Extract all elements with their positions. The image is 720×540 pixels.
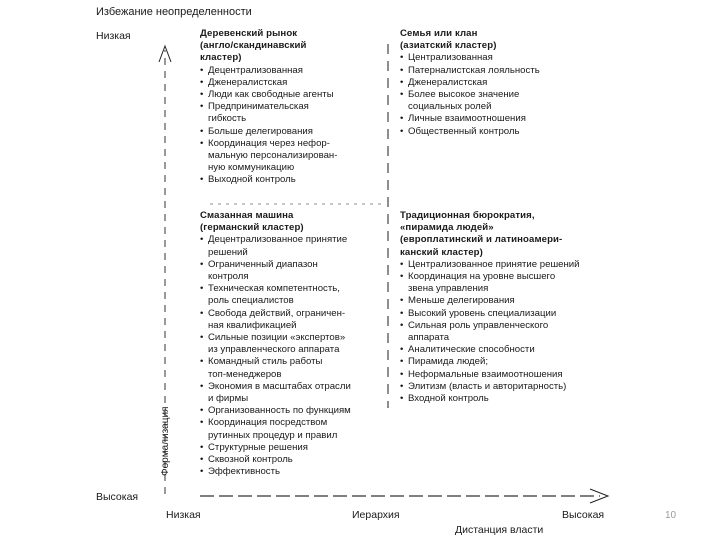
list-item-continuation: решений xyxy=(208,246,248,258)
list-item: • Централизованное принятие решений xyxy=(400,259,640,271)
quadrant-title-line: (азиатский кластер) xyxy=(400,40,497,52)
list-item-continuation: из управленческого аппарата xyxy=(208,344,340,356)
list-item: • Пирамида людей; xyxy=(400,356,640,368)
quadrant-title xyxy=(200,210,388,234)
list-item-continuation: звена управления xyxy=(408,283,489,295)
list-item: • Неформальные взаимоотношения xyxy=(400,369,640,381)
x-axis-name: Дистанция власти xyxy=(455,524,544,536)
list-item-continuation: топ-менеджеров xyxy=(208,368,282,380)
list-item: • Выходной контроль xyxy=(200,174,384,186)
list-item: • Предпринимательская xyxy=(200,101,384,113)
list-item-continuation: ную коммуникацию xyxy=(208,162,295,174)
list-item: • Координация через нефор- xyxy=(200,138,384,150)
list-item-continuation: ная квалификацией xyxy=(208,319,297,331)
list-item-continuation: социальных ролей xyxy=(408,101,492,113)
list-item: • Люди как свободные агенты xyxy=(200,89,384,101)
list-item: • Сильные позиции «экспертов» xyxy=(200,332,388,344)
list-item-continuation: аппарата xyxy=(408,332,450,344)
list-item: • Экономия в масштабах отрасли xyxy=(200,381,388,393)
quadrant-title-line: Семья или клан xyxy=(400,28,478,39)
quadrant-top-right xyxy=(400,28,640,138)
list-item: • Свобода действий, ограничен- xyxy=(200,308,388,320)
list-item: • Децентрализованное принятие xyxy=(200,234,388,246)
list-item: • Сквозной контроль xyxy=(200,454,388,466)
quadrant-title-line: «пирамида людей» xyxy=(400,222,494,234)
list-item-continuation: гибкость xyxy=(208,113,247,125)
quadrant-title-line: (германский кластер) xyxy=(200,222,304,234)
x-axis-left-label: Низкая xyxy=(166,509,201,521)
quadrant-list xyxy=(400,52,640,137)
quadrant-list xyxy=(200,234,388,478)
quadrant-title-line: Традиционная бюрократия, xyxy=(400,210,535,221)
quadrant-bottom-right xyxy=(400,210,640,405)
quadrant-title xyxy=(400,210,640,259)
list-item: • Организованность по функциям xyxy=(200,405,388,417)
list-item: • Структурные решения xyxy=(200,442,388,454)
quadrant-title xyxy=(200,28,384,65)
list-item: • Дженералистская xyxy=(400,77,640,89)
diagram-title: Избежание неопределенности xyxy=(96,6,252,18)
list-item-continuation: и фирмы xyxy=(208,393,249,405)
quadrant-title xyxy=(400,28,640,52)
list-item: • Больше делегирования xyxy=(200,126,384,138)
list-item: • Ограниченный диапазон xyxy=(200,259,388,271)
quadrant-list xyxy=(400,259,640,405)
list-item: • Личные взаимоотношения xyxy=(400,113,640,125)
y-axis-top-label: Низкая xyxy=(96,30,131,42)
list-item: • Аналитические способности xyxy=(400,344,640,356)
list-item: • Децентрализованная xyxy=(200,65,384,77)
x-axis-right-label: Высокая xyxy=(562,509,605,521)
list-item-continuation: роль специалистов xyxy=(208,295,294,307)
list-item: • Элитизм (власть и авторитарность) xyxy=(400,381,640,393)
x-axis-mid-label: Иерархия xyxy=(352,509,400,521)
list-item: • Централизованная xyxy=(400,52,640,64)
quadrant-title-line: Деревенский рынок xyxy=(200,28,298,39)
list-item: • Командный стиль работы xyxy=(200,356,388,368)
quadrant-top-left xyxy=(200,28,384,187)
page-number: 10 xyxy=(665,510,677,521)
list-item: • Дженералистская xyxy=(200,77,384,89)
quadrant-title-line: Смазанная машина xyxy=(200,210,294,221)
list-item: • Патерналистская лояльность xyxy=(400,65,640,77)
list-item: • Высокий уровень специализации xyxy=(400,308,640,320)
list-item: • Координация на уровне высшего xyxy=(400,271,640,283)
list-item: • Координация посредством xyxy=(200,417,388,429)
list-item: • Сильная роль управленческого xyxy=(400,320,640,332)
list-item: • Общественный контроль xyxy=(400,126,640,138)
quadrant-title-line: канский кластер) xyxy=(400,246,483,258)
quadrant-title-line: (европлатинский и латиноамери- xyxy=(400,234,563,246)
quadrant-title-line: (англо/скандинавский xyxy=(200,40,307,52)
quadrant-list xyxy=(200,65,384,187)
list-item: • Более высокое значение xyxy=(400,89,640,101)
list-item: • Эффективность xyxy=(200,466,388,478)
list-item-continuation: рутинных процедур и правил xyxy=(208,429,338,441)
y-axis-bottom-label: Высокая xyxy=(96,491,139,503)
list-item: • Меньше делегирования xyxy=(400,295,640,307)
quadrant-title-line: кластер) xyxy=(200,52,242,64)
list-item-continuation: контроля xyxy=(208,271,249,283)
quadrant-bottom-left xyxy=(200,210,388,478)
list-item-continuation: мальную персонализирован- xyxy=(208,150,338,162)
y-axis-name: Формализация xyxy=(160,406,171,476)
list-item: • Техническая компетентность, xyxy=(200,283,388,295)
list-item: • Входной контроль xyxy=(400,393,640,405)
